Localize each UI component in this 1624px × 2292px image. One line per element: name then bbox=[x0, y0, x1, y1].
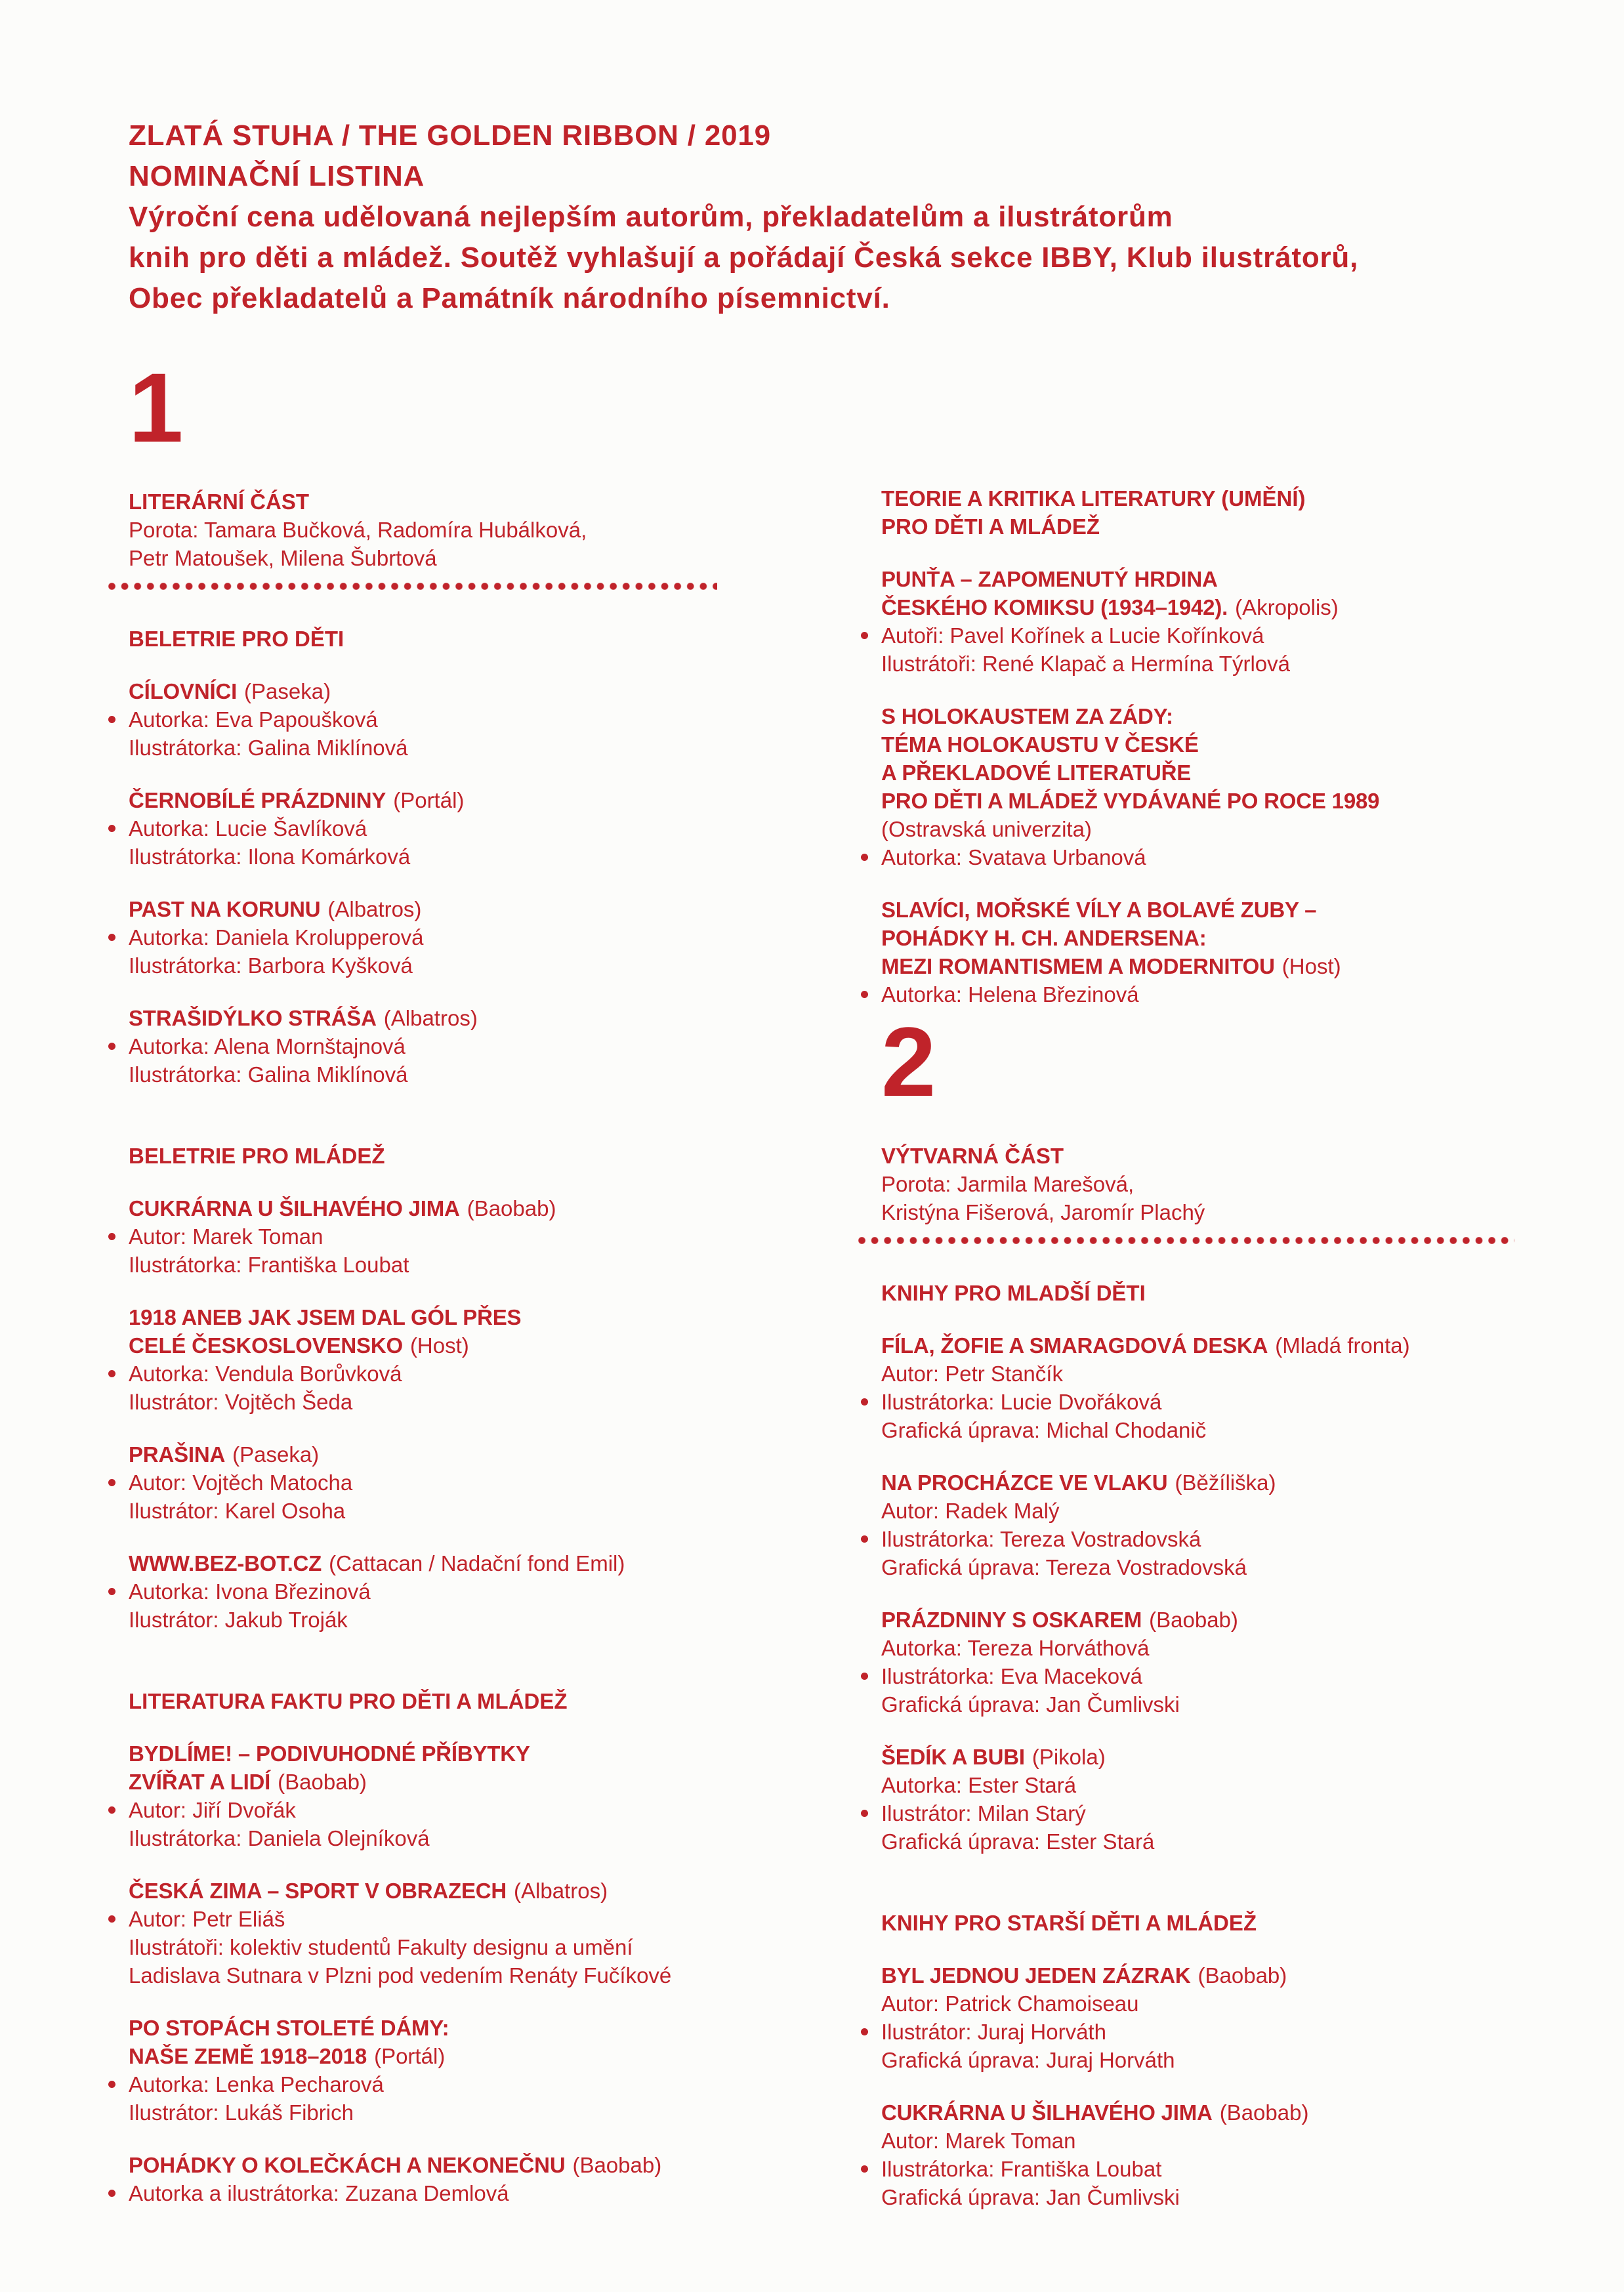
credit-line bbox=[129, 1497, 860, 1525]
dotted-separator bbox=[858, 1237, 1514, 1244]
credit-text: Ilustrátorka: Tereza Vostradovská bbox=[881, 1527, 1201, 1551]
book-title: PO STOPÁCH STOLETÉ DÁMY: bbox=[129, 2016, 449, 2040]
credit-text: Autorka: Svatava Urbanová bbox=[881, 845, 1146, 869]
credit-line bbox=[129, 1060, 860, 1089]
book-entry bbox=[881, 565, 1613, 678]
book-publisher: (Albatros) bbox=[514, 1879, 608, 1903]
credit-line bbox=[129, 923, 860, 951]
book-title-line bbox=[129, 2042, 860, 2070]
book-entry bbox=[129, 895, 860, 980]
book-title-line bbox=[129, 1740, 860, 1768]
book-title: POHÁDKY H. CH. ANDERSENA: bbox=[881, 926, 1207, 950]
book-publisher: (Akropolis) bbox=[1235, 595, 1339, 619]
credit-line bbox=[881, 2183, 1613, 2211]
category-heading: BELETRIE PRO MLÁDEŽ bbox=[129, 1144, 385, 1168]
credit-text: Autor: Marek Toman bbox=[129, 1224, 323, 1249]
book-publisher: (Host) bbox=[409, 1333, 469, 1358]
credit-line bbox=[129, 843, 860, 871]
credit-text: Ilustrátorka: Eva Maceková bbox=[881, 1664, 1142, 1688]
credit-text: Grafická úprava: Ester Stará bbox=[881, 1829, 1155, 1854]
book-publisher: (Host) bbox=[1281, 954, 1341, 978]
category-literatura-faktu bbox=[129, 1687, 860, 2207]
book-publisher: (Cattacan / Nadační fond Emil) bbox=[329, 1551, 625, 1575]
book-title: CUKRÁRNA U ŠILHAVÉHO JIMA bbox=[881, 2100, 1213, 2125]
book-publisher: (Baobab) bbox=[1219, 2100, 1309, 2125]
credit-line bbox=[881, 1771, 1613, 1799]
credit-text: Autor: Petr Stančík bbox=[881, 1362, 1063, 1386]
credit-text: Ilustrátorka: Lucie Dvořáková bbox=[881, 1390, 1162, 1414]
section-heading-line: TEORIE A KRITIKA LITERATURY (UMĚNÍ) bbox=[881, 486, 1306, 510]
book-title-line bbox=[129, 1877, 860, 1905]
book-publisher: (Běžíliška) bbox=[1175, 1470, 1276, 1495]
credit-line bbox=[129, 1469, 860, 1497]
book-title: PRO DĚTI A MLÁDEŽ VYDÁVANÉ PO ROCE 1989 bbox=[881, 789, 1380, 813]
credit-text: Ilustrátor: Juraj Horváth bbox=[881, 2020, 1106, 2044]
book-title: NA PROCHÁZCE VE VLAKU bbox=[881, 1470, 1168, 1495]
bullet-dot bbox=[861, 2028, 868, 2035]
credit-text: Autor: Petr Eliáš bbox=[129, 1907, 285, 1931]
book-title-line bbox=[881, 1331, 1613, 1360]
credit-line bbox=[129, 1606, 860, 1634]
book-title-line bbox=[881, 924, 1613, 952]
bullet-dot bbox=[861, 632, 868, 639]
intro-line: Obec překladatelů a Památník národního písemnictví. bbox=[129, 282, 890, 314]
book-entry bbox=[129, 677, 860, 762]
credit-line bbox=[129, 951, 860, 980]
credit-text: Ilustrátorka: Galina Miklínová bbox=[129, 736, 408, 760]
book-title-line bbox=[881, 1743, 1613, 1771]
book-title-line bbox=[129, 2014, 860, 2042]
credit-text: Autorka: Ivona Březinová bbox=[129, 1579, 371, 1604]
credit-line bbox=[129, 1824, 860, 1852]
book-publisher: (Portál) bbox=[393, 788, 465, 812]
book-title: BYL JEDNOU JEDEN ZÁZRAK bbox=[881, 1963, 1191, 1988]
book-title-line bbox=[881, 1606, 1613, 1634]
column-right bbox=[881, 484, 1613, 2211]
part-2-number: 2 bbox=[881, 1007, 936, 1117]
book-title-line bbox=[129, 1440, 860, 1469]
intro-line: Výroční cena udělovaná nejlepším autorům, překladatelům a ilustrátorům bbox=[129, 201, 1173, 233]
bullet-dot bbox=[108, 1806, 115, 1814]
book-publisher: (Ostravská univerzita) bbox=[881, 817, 1092, 841]
book-publisher: (Paseka) bbox=[232, 1442, 320, 1467]
credit-text: Grafická úprava: Michal Chodanič bbox=[881, 1418, 1207, 1442]
category-knihy-pro-mladsi-deti bbox=[881, 1279, 1613, 1856]
credit-text: Autor: Jiří Dvořák bbox=[129, 1798, 296, 1822]
book-title: CELÉ ČESKOSLOVENSKO bbox=[129, 1333, 403, 1358]
credit-text: Ilustrátorka: Františka Loubat bbox=[881, 2157, 1162, 2181]
jury-line: Kristýna Fišerová, Jaromír Plachý bbox=[881, 1200, 1205, 1224]
bullet-dot bbox=[108, 1588, 115, 1595]
credit-line bbox=[129, 1360, 860, 1388]
book-publisher: (Mladá fronta) bbox=[1275, 1333, 1410, 1358]
book-publisher: (Albatros) bbox=[327, 897, 422, 921]
book-entry bbox=[129, 786, 860, 871]
book-entry bbox=[129, 1740, 860, 1852]
book-title-line bbox=[881, 702, 1613, 730]
header bbox=[129, 115, 1358, 319]
book-title: ZVÍŘAT A LIDÍ bbox=[129, 1770, 271, 1794]
credit-line bbox=[129, 2179, 860, 2207]
book-title: ČESKÁ ZIMA – SPORT V OBRAZECH bbox=[129, 1879, 507, 1903]
book-entry bbox=[881, 1469, 1613, 1581]
book-entry bbox=[129, 1549, 860, 1634]
book-title: A PŘEKLADOVÉ LITERATUŘE bbox=[881, 761, 1192, 785]
book-title: ČERNOBÍLÉ PRÁZDNINY bbox=[129, 788, 386, 812]
credit-text: Ilustrátor: Karel Osoha bbox=[129, 1499, 346, 1523]
credit-line bbox=[881, 621, 1613, 650]
credit-line bbox=[129, 705, 860, 734]
book-title: S HOLOKAUSTEM ZA ZÁDY: bbox=[881, 704, 1173, 728]
bullet-dot bbox=[108, 1915, 115, 1923]
book-title: CUKRÁRNA U ŠILHAVÉHO JIMA bbox=[129, 1196, 460, 1220]
bullet-dot bbox=[861, 991, 868, 998]
bullet-dot bbox=[108, 1043, 115, 1050]
credit-text: Ilustrátorka: Barbora Kyšková bbox=[129, 953, 413, 978]
book-publisher: (Baobab) bbox=[572, 2153, 662, 2177]
book-title-line bbox=[881, 565, 1613, 593]
credit-text: Grafická úprava: Jan Čumlivski bbox=[881, 1692, 1180, 1717]
book-publisher: (Pikola) bbox=[1031, 1745, 1106, 1769]
credit-line bbox=[129, 2070, 860, 2098]
credit-line bbox=[129, 1388, 860, 1416]
credit-line bbox=[881, 1690, 1613, 1719]
credit-text: Ilustrátorka: Františka Loubat bbox=[129, 1253, 409, 1277]
credit-line bbox=[881, 1388, 1613, 1416]
category-beletrie-pro-mladez bbox=[129, 1142, 860, 1634]
credit-text: Autoři: Pavel Kořínek a Lucie Kořínková bbox=[881, 623, 1264, 648]
credit-line bbox=[881, 1662, 1613, 1690]
column-left bbox=[129, 352, 860, 2207]
jury-line: Porota: Jarmila Marešová, bbox=[881, 1172, 1135, 1196]
book-title-line bbox=[881, 1961, 1613, 1990]
book-title: MEZI ROMANTISMEM A MODERNITOU bbox=[881, 954, 1275, 978]
book-title: PAST NA KORUNU bbox=[129, 897, 321, 921]
credit-text: Ilustrátor: Jakub Troják bbox=[129, 1608, 348, 1632]
credit-line bbox=[881, 650, 1613, 678]
bullet-dot bbox=[108, 1233, 115, 1240]
book-title: POHÁDKY O KOLEČKÁCH A NEKONEČNU bbox=[129, 2153, 566, 2177]
credit-text: Ilustrátoři: René Klapač a Hermína Týrlová bbox=[881, 652, 1290, 676]
credit-text: Autor: Vojtěch Matocha bbox=[129, 1470, 353, 1495]
book-title-line bbox=[129, 1768, 860, 1796]
bullet-dot bbox=[108, 2190, 115, 2197]
credit-line bbox=[881, 980, 1613, 1009]
credit-text: Autorka: Vendula Borůvková bbox=[129, 1362, 402, 1386]
credit-line bbox=[129, 1222, 860, 1251]
credit-text: Ilustrátor: Vojtěch Šeda bbox=[129, 1390, 353, 1414]
credit-text: Autor: Radek Malý bbox=[881, 1499, 1060, 1523]
bullet-dot bbox=[108, 1370, 115, 1377]
credit-text: Ladislava Sutnara v Plzni pod vedením Renáty Fučíkové bbox=[129, 1963, 672, 1988]
credit-text: Ilustrátorka: Galina Miklínová bbox=[129, 1062, 408, 1087]
credit-text: Autor: Patrick Chamoiseau bbox=[881, 1991, 1139, 2016]
book-publisher: (Baobab) bbox=[467, 1196, 556, 1220]
credit-line bbox=[129, 734, 860, 762]
book-entry bbox=[129, 1194, 860, 1279]
book-publisher: (Baobab) bbox=[1197, 1963, 1287, 1988]
book-title: BYDLÍME! – PODIVUHODNÉ PŘÍBYTKY bbox=[129, 1741, 530, 1766]
category-heading: LITERATURA FAKTU PRO DĚTI A MLÁDEŽ bbox=[129, 1689, 568, 1713]
book-title-line bbox=[881, 759, 1613, 787]
bullet-dot bbox=[108, 825, 115, 832]
credit-line bbox=[881, 1553, 1613, 1581]
dotted-separator bbox=[108, 583, 717, 590]
book-title: PRAŠINA bbox=[129, 1442, 226, 1467]
credit-line bbox=[881, 2018, 1613, 2046]
credit-line bbox=[129, 1905, 860, 1933]
credit-line bbox=[129, 1796, 860, 1824]
credit-text: Ilustrátor: Lukáš Fibrich bbox=[129, 2100, 354, 2125]
book-title: PUNŤA – ZAPOMENUTÝ HRDINA bbox=[881, 567, 1218, 591]
book-title-line bbox=[129, 1194, 860, 1222]
book-title: CÍLOVNÍCI bbox=[129, 679, 238, 703]
credit-line bbox=[129, 2098, 860, 2127]
credit-line bbox=[881, 2046, 1613, 2074]
credit-text: Autorka: Alena Mornštajnová bbox=[129, 1034, 406, 1058]
credit-text: Ilustrátorka: Ilona Komárková bbox=[129, 844, 411, 869]
book-title-line bbox=[129, 1004, 860, 1032]
book-entry bbox=[881, 1743, 1613, 1856]
book-entry bbox=[881, 1961, 1613, 2074]
category-heading: BELETRIE PRO DĚTI bbox=[129, 627, 344, 651]
book-title-line bbox=[881, 896, 1613, 924]
book-publisher: (Baobab) bbox=[1149, 1608, 1238, 1632]
book-title-line bbox=[129, 1331, 860, 1360]
bullet-dot bbox=[108, 934, 115, 941]
book-title-line bbox=[881, 815, 1613, 843]
credit-line bbox=[881, 1360, 1613, 1388]
credit-text: Autorka: Eva Papoušková bbox=[129, 707, 378, 732]
book-title-line bbox=[881, 787, 1613, 815]
bullet-dot bbox=[861, 1810, 868, 1817]
credit-line bbox=[881, 1416, 1613, 1444]
credit-line bbox=[129, 1032, 860, 1060]
bullet-dot bbox=[108, 2081, 115, 2088]
book-title-line bbox=[129, 1303, 860, 1331]
section-heading-line: PRO DĚTI A MLÁDEŽ bbox=[881, 514, 1100, 539]
book-publisher: (Baobab) bbox=[278, 1770, 367, 1794]
book-publisher: (Paseka) bbox=[244, 679, 331, 703]
book-title: NAŠE ZEMĚ 1918–2018 bbox=[129, 2044, 367, 2068]
book-publisher: (Portál) bbox=[374, 2044, 446, 2068]
book-title-line bbox=[881, 730, 1613, 759]
credit-text: Autorka: Ester Stará bbox=[881, 1773, 1077, 1797]
credit-text: Ilustrátor: Milan Starý bbox=[881, 1801, 1086, 1825]
credit-line bbox=[881, 843, 1613, 871]
credit-text: Autorka: Daniela Krolupperová bbox=[129, 925, 424, 949]
bullet-dot bbox=[861, 2165, 868, 2173]
credit-line bbox=[881, 2127, 1613, 2155]
bullet-dot bbox=[861, 854, 868, 861]
category-beletrie-pro-deti bbox=[129, 625, 860, 1089]
jury-line: Petr Matoušek, Milena Šubrtová bbox=[129, 546, 437, 570]
part-1-title: LITERÁRNÍ ČÁST bbox=[129, 490, 309, 514]
credit-text: Autorka: Lucie Šavlíková bbox=[129, 816, 367, 841]
book-title: 1918 ANEB JAK JSEM DAL GÓL PŘES bbox=[129, 1305, 522, 1329]
book-title: PRÁZDNINY S OSKAREM bbox=[881, 1608, 1142, 1632]
intro-line: knih pro děti a mládež. Soutěž vyhlašují a pořádají Česká sekce IBBY, Klub ilustrátorů, bbox=[129, 241, 1359, 274]
bullet-dot bbox=[861, 1535, 868, 1543]
book-title-line bbox=[881, 1469, 1613, 1497]
credit-line bbox=[129, 1251, 860, 1279]
category-knihy-pro-starsi-deti bbox=[881, 1909, 1613, 2211]
book-entry bbox=[129, 2151, 860, 2207]
credit-line bbox=[881, 1525, 1613, 1553]
credit-line bbox=[881, 2155, 1613, 2183]
book-entry bbox=[881, 896, 1613, 1009]
credit-text: Autorka: Helena Březinová bbox=[881, 982, 1139, 1007]
book-title: ČESKÉHO KOMIKSU (1934–1942). bbox=[881, 595, 1228, 619]
book-entry bbox=[881, 702, 1613, 871]
book-entry bbox=[129, 1004, 860, 1089]
jury-line: Porota: Tamara Bučková, Radomíra Hubálková, bbox=[129, 518, 587, 542]
book-title-line bbox=[881, 952, 1613, 980]
book-entry bbox=[881, 2098, 1613, 2211]
book-title: SLAVÍCI, MOŘSKÉ VÍLY A BOLAVÉ ZUBY – bbox=[881, 898, 1317, 922]
credit-line bbox=[881, 1497, 1613, 1525]
book-title: ŠEDÍK A BUBI bbox=[881, 1745, 1025, 1769]
bullet-dot bbox=[861, 1673, 868, 1680]
credit-text: Autorka a ilustrátorka: Zuzana Demlová bbox=[129, 2181, 509, 2205]
credit-text: Autorka: Lenka Pecharová bbox=[129, 2072, 384, 2096]
credit-text: Ilustrátoři: kolektiv studentů Fakulty designu a umění bbox=[129, 1935, 633, 1959]
book-entry bbox=[129, 1877, 860, 1990]
credit-text: Grafická úprava: Juraj Horváth bbox=[881, 2048, 1175, 2072]
credit-line bbox=[129, 1961, 860, 1990]
book-title-line bbox=[881, 2098, 1613, 2127]
book-title-line bbox=[129, 2151, 860, 2179]
credit-line bbox=[129, 1577, 860, 1606]
credit-line bbox=[881, 1634, 1613, 1662]
book-entry bbox=[129, 1303, 860, 1416]
bullet-dot bbox=[861, 1398, 868, 1406]
book-title-line bbox=[129, 786, 860, 814]
book-title: STRAŠIDÝLKO STRÁŠA bbox=[129, 1006, 377, 1030]
credit-line bbox=[881, 1799, 1613, 1827]
credit-text: Grafická úprava: Tereza Vostradovská bbox=[881, 1555, 1247, 1579]
page-subtitle: NOMINAČNÍ LISTINA bbox=[129, 160, 425, 192]
category-heading: KNIHY PRO STARŠÍ DĚTI A MLÁDEŽ bbox=[881, 1911, 1257, 1935]
book-title: WWW.BEZ-BOT.CZ bbox=[129, 1551, 322, 1575]
bullet-dot bbox=[108, 1479, 115, 1486]
credit-line bbox=[881, 1990, 1613, 2018]
book-title: FÍLA, ŽOFIE A SMARAGDOVÁ DESKA bbox=[881, 1333, 1268, 1358]
page-title: ZLATÁ STUHA / THE GOLDEN RIBBON / 2019 bbox=[129, 119, 771, 152]
book-publisher: (Albatros) bbox=[383, 1006, 478, 1030]
category-heading: KNIHY PRO MLADŠÍ DĚTI bbox=[881, 1281, 1146, 1305]
book-entry bbox=[129, 2014, 860, 2127]
credit-line bbox=[881, 1827, 1613, 1856]
credit-text: Ilustrátorka: Daniela Olejníková bbox=[129, 1826, 430, 1850]
credit-line bbox=[129, 814, 860, 843]
book-entry bbox=[881, 1331, 1613, 1444]
credit-line bbox=[129, 1933, 860, 1961]
book-entry bbox=[881, 1606, 1613, 1719]
part-1-number: 1 bbox=[129, 352, 184, 463]
bullet-dot bbox=[108, 716, 115, 723]
book-title-line bbox=[881, 593, 1613, 621]
credit-text: Autor: Marek Toman bbox=[881, 2129, 1076, 2153]
book-title-line bbox=[129, 677, 860, 705]
credit-text: Grafická úprava: Jan Čumlivski bbox=[881, 2185, 1180, 2209]
book-entry bbox=[129, 1440, 860, 1525]
part-2-title: VÝTVARNÁ ČÁST bbox=[881, 1144, 1064, 1168]
credit-text: Autorka: Tereza Horváthová bbox=[881, 1636, 1150, 1660]
book-title-line bbox=[129, 1549, 860, 1577]
book-title: TÉMA HOLOKAUSTU V ČESKÉ bbox=[881, 732, 1199, 757]
book-title-line bbox=[129, 895, 860, 923]
